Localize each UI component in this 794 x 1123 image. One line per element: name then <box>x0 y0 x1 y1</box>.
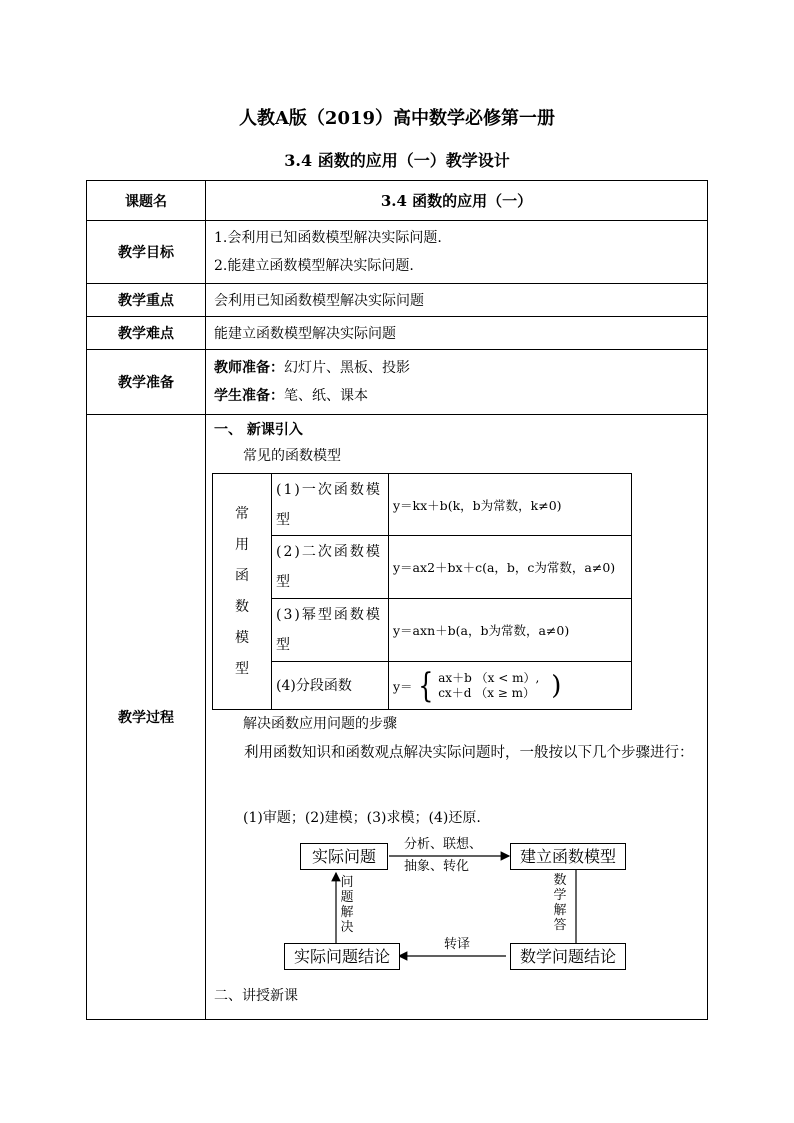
model-formula-power: y＝axn＋b(a，b为常数，a≠0) <box>389 599 632 662</box>
objective-item: 1.会利用已知函数模型解决实际问题. <box>214 230 442 246</box>
objectives-content <box>206 221 708 284</box>
key-point-label: 教学重点 <box>87 284 206 317</box>
objective-item: 2.能建立函数模型解决实际问题. <box>214 258 414 274</box>
lesson-plan-table <box>86 180 708 1020</box>
solving-flowchart <box>206 833 706 983</box>
process-label: 教学过程 <box>87 415 206 1020</box>
side-char: 型 <box>235 660 249 677</box>
side-char: 常 <box>235 505 249 522</box>
side-char: 函 <box>235 567 249 584</box>
top-arrow-label-1: 分析、联想、 <box>404 837 483 852</box>
objectives-label: 教学目标 <box>87 221 206 284</box>
difficulty-value: 能建立函数模型解决实际问题 <box>206 317 708 350</box>
topic-row <box>87 181 708 221</box>
bottom-arrow-label: 转译 <box>444 937 471 952</box>
teacher-prep-value: 幻灯片、黑板、投影 <box>284 360 410 376</box>
process-row <box>87 415 708 1020</box>
models-intro: 常见的函数模型 <box>243 448 341 464</box>
side-char: 模 <box>235 629 249 646</box>
box-math-conclusion: 数学问题结论 <box>510 943 626 970</box>
piecewise-prefix: y＝ <box>393 678 413 694</box>
function-models-table <box>212 473 632 710</box>
box-actual-conclusion: 实际问题结论 <box>284 943 400 970</box>
model-name-quadratic: (2)二次函数模型 <box>272 536 389 599</box>
steps-title: 解决函数应用问题的步骤 <box>243 716 397 732</box>
right-arrow-label: 数 学 解 答 <box>553 873 567 933</box>
piecewise-line-2: cx＋d （x ≥ m） <box>438 685 536 700</box>
topic-value: 3.4 函数的应用（一） <box>206 181 708 221</box>
key-point-row <box>87 284 708 317</box>
flowchart-arrows <box>206 833 706 983</box>
student-prep-value: 笔、纸、课本 <box>284 388 368 404</box>
student-prep-label: 学生准备： <box>214 388 284 404</box>
side-char: 数 <box>235 598 249 615</box>
section2-title: 二、讲授新课 <box>214 988 298 1004</box>
document-title: 人教A版（2019）高中数学必修第一册 <box>238 108 556 129</box>
model-name-piecewise: (4)分段函数 <box>272 662 389 710</box>
topic-label: 课题名 <box>87 181 206 221</box>
objectives-row <box>87 221 708 284</box>
box-build-model: 建立函数模型 <box>510 843 626 870</box>
left-arrow-label: 问 题 解 决 <box>340 875 354 935</box>
difficulty-label: 教学难点 <box>87 317 206 350</box>
model-name-power: (3)幂型函数模型 <box>272 599 389 662</box>
right-paren-icon: ) <box>551 670 562 701</box>
top-arrow-label-2: 抽象、转化 <box>404 859 470 874</box>
preparation-content <box>206 350 708 415</box>
steps-paragraph: 利用函数知识和函数观点解决实际问题时，一般按以下几个步骤进行： <box>244 745 694 761</box>
steps-list: (1)审题；(2)建模；(3)求模；(4)还原. <box>243 810 481 826</box>
document-subtitle: 3.4 函数的应用（一）教学设计 <box>284 151 510 170</box>
model-formula-piecewise <box>389 662 632 710</box>
model-formula-linear: y＝kx＋b(k，b为常数，k≠0) <box>389 474 632 536</box>
piecewise-line-1: ax＋b （x < m）, <box>438 670 540 685</box>
section1-title: 一、 新课引入 <box>214 422 303 438</box>
preparation-row <box>87 350 708 415</box>
key-point-value: 会利用已知函数模型解决实际问题 <box>206 284 708 317</box>
model-formula-quadratic: y＝ax2＋bx＋c(a，b，c为常数，a≠0) <box>389 536 632 599</box>
box-actual-problem: 实际问题 <box>300 843 388 870</box>
left-brace-icon: { <box>417 665 433 706</box>
model-name-linear: (1)一次函数模型 <box>272 474 389 536</box>
models-side-label <box>213 474 272 710</box>
side-char: 用 <box>235 536 249 553</box>
process-content <box>206 415 708 1020</box>
teacher-prep-label: 教师准备： <box>214 360 284 376</box>
preparation-label: 教学准备 <box>87 350 206 415</box>
difficulty-row <box>87 317 708 350</box>
